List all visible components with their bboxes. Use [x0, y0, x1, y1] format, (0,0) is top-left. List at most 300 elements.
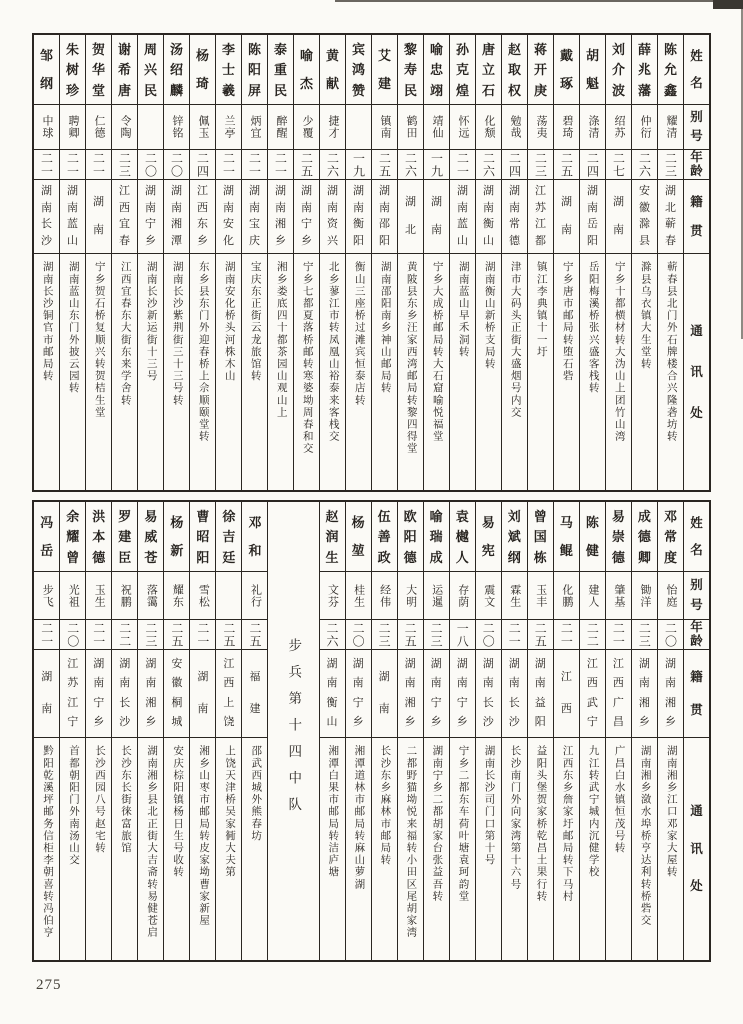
- person-address: 上饶天津桥吴家衕大夫第: [224, 745, 236, 879]
- person-address: 长沙东长街徕富旅馆: [120, 745, 132, 854]
- person-address: 衡山三座桥过滩宾恒泰店转: [353, 261, 365, 407]
- person-name: 易 威 苍: [138, 502, 163, 572]
- person-alias: 捷才: [320, 105, 345, 150]
- person-alias: 存荫: [450, 572, 475, 620]
- header-origin-label: 籍 贯: [684, 650, 709, 738]
- person-alias: 涤清: [580, 105, 605, 150]
- person-address: 长沙西园八号赵宅转: [94, 745, 105, 854]
- person-age: 二四: [190, 150, 215, 180]
- person-address: 湘潭白果市邮局转洁庐塘: [327, 745, 339, 879]
- person-age: 二一: [34, 620, 59, 650]
- person-age: 一九: [424, 150, 449, 180]
- person-name: 谢 希 唐: [112, 35, 137, 105]
- person-column: [111, 502, 137, 960]
- person-address: 湖南长沙新运街十三号: [145, 261, 157, 382]
- person-alias: 碧琦: [554, 105, 579, 150]
- person-column: [163, 502, 189, 960]
- person-column: [267, 35, 293, 490]
- header-alias-label: 别 号: [684, 572, 709, 620]
- person-address: 宁乡七都夏落桥邮转寒婆坳周春和交: [301, 261, 313, 455]
- person-alias: 大明: [398, 572, 423, 620]
- person-age: 二三: [528, 150, 553, 180]
- person-origin: 江 苏 江 宁: [60, 650, 85, 738]
- person-column: [319, 35, 345, 490]
- person-alias: 炳宜: [242, 105, 267, 150]
- person-column: [475, 35, 501, 490]
- person-age: 二一: [502, 620, 527, 650]
- person-address: 湘乡娄底四十都茶园山观山上: [275, 261, 287, 419]
- person-column: [631, 35, 657, 490]
- person-alias: 步飞: [34, 572, 59, 620]
- person-age: 二一: [450, 150, 475, 180]
- person-age: 二七: [606, 150, 631, 180]
- person-address: 北乡蓼江市转凤凰山裕泰来客栈交: [327, 261, 339, 443]
- person-alias: 震文: [476, 572, 501, 620]
- person-alias: 耀东: [164, 572, 189, 620]
- person-column: [111, 35, 137, 490]
- person-alias: 落霭: [138, 572, 163, 620]
- person-alias: 锌铭: [164, 105, 189, 150]
- person-name: 唐 立 石: [476, 35, 501, 105]
- person-alias: 玉生: [86, 572, 111, 620]
- person-alias: 耀清: [658, 105, 683, 150]
- person-origin: 湖 南: [554, 180, 579, 254]
- person-age: 二〇: [476, 620, 501, 650]
- person-age: 二一: [606, 620, 631, 650]
- person-column: [605, 502, 631, 960]
- person-column: [475, 502, 501, 960]
- person-column: [137, 35, 163, 490]
- person-column: [423, 35, 449, 490]
- person-alias: [138, 105, 163, 150]
- person-name: 曾 国 栋: [528, 502, 553, 572]
- person-age: 二三: [112, 150, 137, 180]
- person-alias: 雪松: [190, 572, 215, 620]
- person-name: 杨 堃: [346, 502, 371, 572]
- person-address: 湖南安化桥头河株木山: [223, 261, 235, 382]
- scan-edge-artifact: [335, 0, 743, 2]
- person-age: 二五: [294, 150, 319, 180]
- person-name: 黄 献: [320, 35, 345, 105]
- person-column: [215, 35, 241, 490]
- person-name: 伍 善 政: [372, 502, 397, 572]
- person-name: 袁 樾 人: [450, 502, 475, 572]
- header-address-label: 通 讯 处: [690, 323, 703, 420]
- person-name: 杨 琦: [190, 35, 215, 105]
- person-origin: 湖 南 常 德: [502, 180, 527, 254]
- person-alias: 化颓: [476, 105, 501, 150]
- person-column: [189, 35, 215, 490]
- person-age: 二一: [216, 150, 241, 180]
- person-origin: 湖 南 蓝 山: [60, 180, 85, 254]
- person-column: [241, 35, 267, 490]
- person-origin: 江 西 宜 春: [112, 180, 137, 254]
- person-origin: 湖 南 长 沙: [112, 650, 137, 738]
- person-name: 贺 华 堂: [86, 35, 111, 105]
- person-column: [85, 35, 111, 490]
- person-alias: 荡夷: [528, 105, 553, 150]
- person-origin: 湖 南 湘 乡: [398, 650, 423, 738]
- person-address: 湖南衡山新桥支局转: [483, 261, 495, 370]
- person-origin: 湖 南 衡 山: [476, 180, 501, 254]
- person-origin: 湖 南 衡 山: [320, 650, 345, 738]
- person-address: 江西东乡詹家圩邮局转下马村: [561, 745, 573, 903]
- person-origin: 湖 南 长 沙: [502, 650, 527, 738]
- person-address: 黄陂县东乡汪家西湾邮局转黎四得堂: [405, 261, 417, 455]
- person-age: 二五: [242, 620, 267, 650]
- person-age: 二六: [398, 150, 423, 180]
- person-alias: 少覆: [294, 105, 319, 150]
- person-address: 二都野猫坳悦来福转小田区尾胡家湾: [405, 745, 417, 939]
- person-address: 邵武西城外熊春坊: [250, 745, 262, 842]
- person-name: 胡 魁: [580, 35, 605, 105]
- person-origin: 湖 南 邵 阳: [372, 180, 397, 254]
- person-age: 一九: [346, 150, 371, 180]
- person-age: 二六: [476, 150, 501, 180]
- person-name: 蒋 开 庚: [528, 35, 553, 105]
- person-name: 冯 岳: [34, 502, 59, 572]
- person-alias: 兰亭: [216, 105, 241, 150]
- person-name: 孙 克 煌: [450, 35, 475, 105]
- person-address: 津市大码头正街大盛烟号内交: [509, 261, 521, 419]
- person-column: [423, 502, 449, 960]
- person-alias: 礼行: [242, 572, 267, 620]
- person-age: 二一: [190, 620, 215, 650]
- person-alias: 怡庭: [658, 572, 683, 620]
- person-name: 刘 斌 纲: [502, 502, 527, 572]
- roster-table-top: [32, 33, 711, 492]
- person-origin: 湖 南 湘 乡: [138, 650, 163, 738]
- person-name: 易 宪: [476, 502, 501, 572]
- person-origin: 湖 南 湘 乡: [658, 650, 683, 738]
- person-name: 邹 纲: [34, 35, 59, 105]
- person-address: 湘乡山枣市邮局转皮家坳曹家新屋: [198, 745, 210, 927]
- person-alias: 绍苏: [606, 105, 631, 150]
- person-age: 二五: [554, 150, 579, 180]
- person-age: 二六: [320, 150, 345, 180]
- header-column: [683, 502, 709, 960]
- person-column: [397, 35, 423, 490]
- person-alias: 醉醒: [268, 105, 293, 150]
- person-address: 湖南湘乡县北正街大吉斋转易健苍启: [146, 745, 158, 939]
- person-name: 易 崇 德: [606, 502, 631, 572]
- person-address: 安庆棕阳镇杨日生号收转: [172, 745, 184, 879]
- person-origin: 湖 南 资 兴: [320, 180, 345, 254]
- person-alias: 令陶: [112, 105, 137, 150]
- person-address: 宝庆东正街云龙旅馆转: [249, 261, 261, 382]
- person-origin: 江 苏 江 都: [528, 180, 553, 254]
- person-alias: 仲衍: [632, 105, 657, 150]
- header-age-label: 年 龄: [684, 150, 709, 180]
- person-origin: 湖 南: [86, 180, 111, 254]
- person-address: 湖南宁乡二都胡家台张益吾转: [431, 745, 443, 903]
- header-alias-label: 别 号: [684, 105, 709, 150]
- person-address: 湖南湘乡江口邓家大屋转: [665, 745, 677, 879]
- person-origin: 湖 南: [190, 650, 215, 738]
- person-origin: 湖 南 长 沙: [34, 180, 59, 254]
- person-column: [501, 35, 527, 490]
- person-alias: 化鹏: [554, 572, 579, 620]
- header-age-label: 年 龄: [684, 620, 709, 650]
- person-address: 益阳头堡贺家桥乾昌土果行转: [535, 745, 547, 903]
- person-age: 二一: [86, 150, 111, 180]
- person-address: 镇江李典镇十一圩: [535, 261, 547, 358]
- person-age: 二四: [502, 150, 527, 180]
- person-origin: 湖 南 湘 乡: [268, 180, 293, 254]
- person-origin: 湖 南 宁 乡: [138, 180, 163, 254]
- person-age: 二五: [164, 620, 189, 650]
- person-alias: 仁德: [86, 105, 111, 150]
- person-name: 朱 树 珍: [60, 35, 85, 105]
- person-name: 喻 瑞 成: [424, 502, 449, 572]
- person-origin: 湖 南 湘 乡: [632, 650, 657, 738]
- person-age: 二二: [112, 620, 137, 650]
- person-name: 喻 杰: [294, 35, 319, 105]
- person-name: 李 士 羲: [216, 35, 241, 105]
- person-column: [345, 35, 371, 490]
- person-name: 欧 阳 德: [398, 502, 423, 572]
- person-name: 汤 绍 麟: [164, 35, 189, 105]
- person-address: 湖南蓝山早禾洞转: [457, 261, 469, 358]
- person-name: 戴 琢: [554, 35, 579, 105]
- person-column: [449, 502, 475, 960]
- person-column: [34, 35, 59, 490]
- scan-corner-artifact: [713, 0, 743, 9]
- person-age: 二一: [60, 150, 85, 180]
- person-column: [657, 502, 683, 960]
- person-alias: 锄洋: [632, 572, 657, 620]
- person-column: [449, 35, 475, 490]
- header-name-label: 姓 名: [684, 35, 709, 105]
- person-name: 曹 昭 阳: [190, 502, 215, 572]
- person-column: [163, 35, 189, 490]
- header-name-label: 姓 名: [684, 502, 709, 572]
- person-alias: 佩玉: [190, 105, 215, 150]
- person-name: 艾 建: [372, 35, 397, 105]
- person-address: 湖南湘乡潋水埠桥亨达利转桥砦交: [639, 745, 651, 927]
- person-alias: 怀远: [450, 105, 475, 150]
- person-age: 二〇: [346, 620, 371, 650]
- person-column: [553, 502, 579, 960]
- person-address: 蕲春县北门外石牌楼合兴隆砻坊转: [665, 261, 677, 443]
- person-origin: 江 西: [554, 650, 579, 738]
- person-column: [397, 502, 423, 960]
- person-origin: 江 西 东 乡: [190, 180, 215, 254]
- header-origin-label: 籍 贯: [684, 180, 709, 254]
- person-origin: 湖 南 宁 乡: [424, 650, 449, 738]
- person-origin: 湖 南: [372, 650, 397, 738]
- person-address: 湖南长沙铜官市邮局转: [41, 261, 53, 382]
- person-age: 二六: [632, 150, 657, 180]
- person-address: 湖南蓝山东门外披云园转: [67, 261, 79, 395]
- person-origin: 湖 南: [424, 180, 449, 254]
- person-column: [371, 502, 397, 960]
- person-age: 二一: [86, 620, 111, 650]
- person-name: 刘 介 波: [606, 35, 631, 105]
- person-origin: 湖 南 宝 庆: [242, 180, 267, 254]
- person-column: [553, 35, 579, 490]
- person-alias: 鹤田: [398, 105, 423, 150]
- person-column: [501, 502, 527, 960]
- person-address: 江西宜春东大街东来学舍转: [119, 261, 131, 407]
- person-column: [293, 35, 319, 490]
- person-age: 二一: [34, 150, 59, 180]
- unit-label: 步兵第十四中队: [286, 638, 302, 824]
- person-alias: 运暹: [424, 572, 449, 620]
- person-name: 成 德 卿: [632, 502, 657, 572]
- person-column: [605, 35, 631, 490]
- person-name: 喻 忠 翊: [424, 35, 449, 105]
- person-age: 二三: [658, 150, 683, 180]
- person-column: [137, 502, 163, 960]
- person-origin: 江 西 广 昌: [606, 650, 631, 738]
- header-column: [683, 35, 709, 490]
- person-age: 二一: [268, 150, 293, 180]
- person-alias: 聘卿: [60, 105, 85, 150]
- person-column: [579, 502, 605, 960]
- person-origin: 福 建: [242, 650, 267, 738]
- person-name: 宾 鸿 赞: [346, 35, 371, 105]
- person-age: 二〇: [164, 150, 189, 180]
- person-alias: 霖生: [502, 572, 527, 620]
- person-age: 二五: [372, 150, 397, 180]
- person-address: 九江转武宁城内沉健学校: [587, 745, 599, 879]
- person-alias: 玉丰: [528, 572, 553, 620]
- person-origin: 湖 北: [398, 180, 423, 254]
- person-alias: 肇基: [606, 572, 631, 620]
- person-origin: 湖 南 蓝 山: [450, 180, 475, 254]
- person-age: 二五: [398, 620, 423, 650]
- person-name: 泰 重 民: [268, 35, 293, 105]
- person-alias: 经伟: [372, 572, 397, 620]
- person-origin: 湖 南 益 阳: [528, 650, 553, 738]
- person-name: 周 兴 民: [138, 35, 163, 105]
- person-alias: 中球: [34, 105, 59, 150]
- person-alias: [216, 572, 241, 620]
- person-address: 首都朝阳门外南汤山交: [67, 745, 79, 866]
- person-name: 罗 建 臣: [112, 502, 137, 572]
- person-address: 宁乡二都东车荷叶塘袁珂韵堂: [457, 745, 469, 903]
- person-name: 黎 寿 民: [398, 35, 423, 105]
- person-alias: [346, 105, 371, 150]
- person-origin: 湖 北 蕲 春: [658, 180, 683, 254]
- person-name: 陈 健: [580, 502, 605, 572]
- person-address: 岳阳梅溪桥张兴盛客栈转: [587, 261, 599, 395]
- person-name: 赵 润 生: [320, 502, 345, 572]
- person-origin: 湖 南 岳 阳: [580, 180, 605, 254]
- person-alias: 靖仙: [424, 105, 449, 150]
- person-address: 宁乡贺石桥复顺兴转贺桔生堂: [93, 261, 105, 419]
- person-age: 二四: [580, 150, 605, 180]
- person-address: 宁乡大成桥邮局转大石窟喻悦福堂: [431, 261, 443, 443]
- person-name: 薛 兆 藩: [632, 35, 657, 105]
- person-address: 滁县乌衣镇大生堂转: [639, 261, 651, 370]
- person-column: [215, 502, 241, 960]
- person-name: 邓 常 度: [658, 502, 683, 572]
- person-age: 二一: [554, 620, 579, 650]
- person-address: 长沙南门外向家湾第十六号: [509, 745, 521, 891]
- person-age: 二二: [580, 620, 605, 650]
- person-column: [371, 35, 397, 490]
- person-address: 宁乡唐市邮局转堕石砦: [561, 261, 573, 382]
- person-origin: 湖 南 安 化: [216, 180, 241, 254]
- person-column: [189, 502, 215, 960]
- person-origin: 湖 南: [34, 650, 59, 738]
- person-address: 广昌白水镇恒茂号转: [613, 745, 625, 854]
- person-column: [319, 502, 345, 960]
- person-age: 二〇: [658, 620, 683, 650]
- person-age: 二〇: [60, 620, 85, 650]
- person-column: [241, 502, 267, 960]
- person-age: 二三: [424, 620, 449, 650]
- person-alias: 文芬: [320, 572, 345, 620]
- person-origin: 湖 南 宁 乡: [346, 650, 371, 738]
- person-name: 徐 吉 廷: [216, 502, 241, 572]
- person-address: 黔阳乾溪坪邮务信柜李朝喜转冯伯亨: [41, 745, 53, 939]
- person-address: 湘潭道林市邮局转麻山萝湖: [353, 745, 365, 891]
- person-origin: 湖 南 宁 乡: [294, 180, 319, 254]
- person-address: 湖南长沙紫荆街三十三号转: [171, 261, 183, 407]
- person-alias: 勉哉: [502, 105, 527, 150]
- person-name: 余 耀 曾: [60, 502, 85, 572]
- person-column: [59, 35, 85, 490]
- person-origin: 湖 南 湘 潭: [164, 180, 189, 254]
- person-column: [59, 502, 85, 960]
- person-address: 宁乡十都横材转大沩山上团竹山湾: [613, 261, 625, 443]
- person-origin: 江 西 上 饶: [216, 650, 241, 738]
- person-column: [527, 502, 553, 960]
- person-column: [85, 502, 111, 960]
- person-age: 二五: [216, 620, 241, 650]
- person-origin: 湖 南 衡 阳: [346, 180, 371, 254]
- person-origin: 湖 南 宁 乡: [450, 650, 475, 738]
- person-alias: 桂生: [346, 572, 371, 620]
- person-origin: 湖 南 宁 乡: [86, 650, 111, 738]
- person-origin: 江 西 武 宁: [580, 650, 605, 738]
- page-number: 275: [36, 977, 62, 993]
- person-name: 陈 允 鑫: [658, 35, 683, 105]
- person-alias: 祝鹏: [112, 572, 137, 620]
- person-alias: 镇南: [372, 105, 397, 150]
- person-column: [527, 35, 553, 490]
- person-column: [579, 35, 605, 490]
- person-column: [34, 502, 59, 960]
- person-name: 洪 本 德: [86, 502, 111, 572]
- person-address: 湖南长沙司门口第十号: [483, 745, 495, 866]
- person-column: [657, 35, 683, 490]
- person-name: 邓 和: [242, 502, 267, 572]
- person-name: 杨 新: [164, 502, 189, 572]
- person-address: 东乡县东门外迎春桥上佘顺颐堂转: [197, 261, 209, 443]
- person-age: 二三: [632, 620, 657, 650]
- roster-table-bottom: [32, 500, 711, 962]
- person-name: 马 鲲: [554, 502, 579, 572]
- person-column: [631, 502, 657, 960]
- header-address-label: 通 讯 处: [690, 804, 703, 894]
- person-name: 陈 阳 屏: [242, 35, 267, 105]
- person-age: 二一: [242, 150, 267, 180]
- person-origin: 湖 南: [606, 180, 631, 254]
- person-address: 湖南邵阳南乡神山邮局转: [379, 261, 391, 395]
- person-column: [345, 502, 371, 960]
- person-address: 长沙东乡麻林市邮局转: [379, 745, 391, 866]
- person-age: 一八: [450, 620, 475, 650]
- person-origin: 安 徽 桐 城: [164, 650, 189, 738]
- person-name: 赵 取 权: [502, 35, 527, 105]
- person-age: 二三: [138, 620, 163, 650]
- unit-label-column: [267, 502, 318, 960]
- person-age: 二〇: [138, 150, 163, 180]
